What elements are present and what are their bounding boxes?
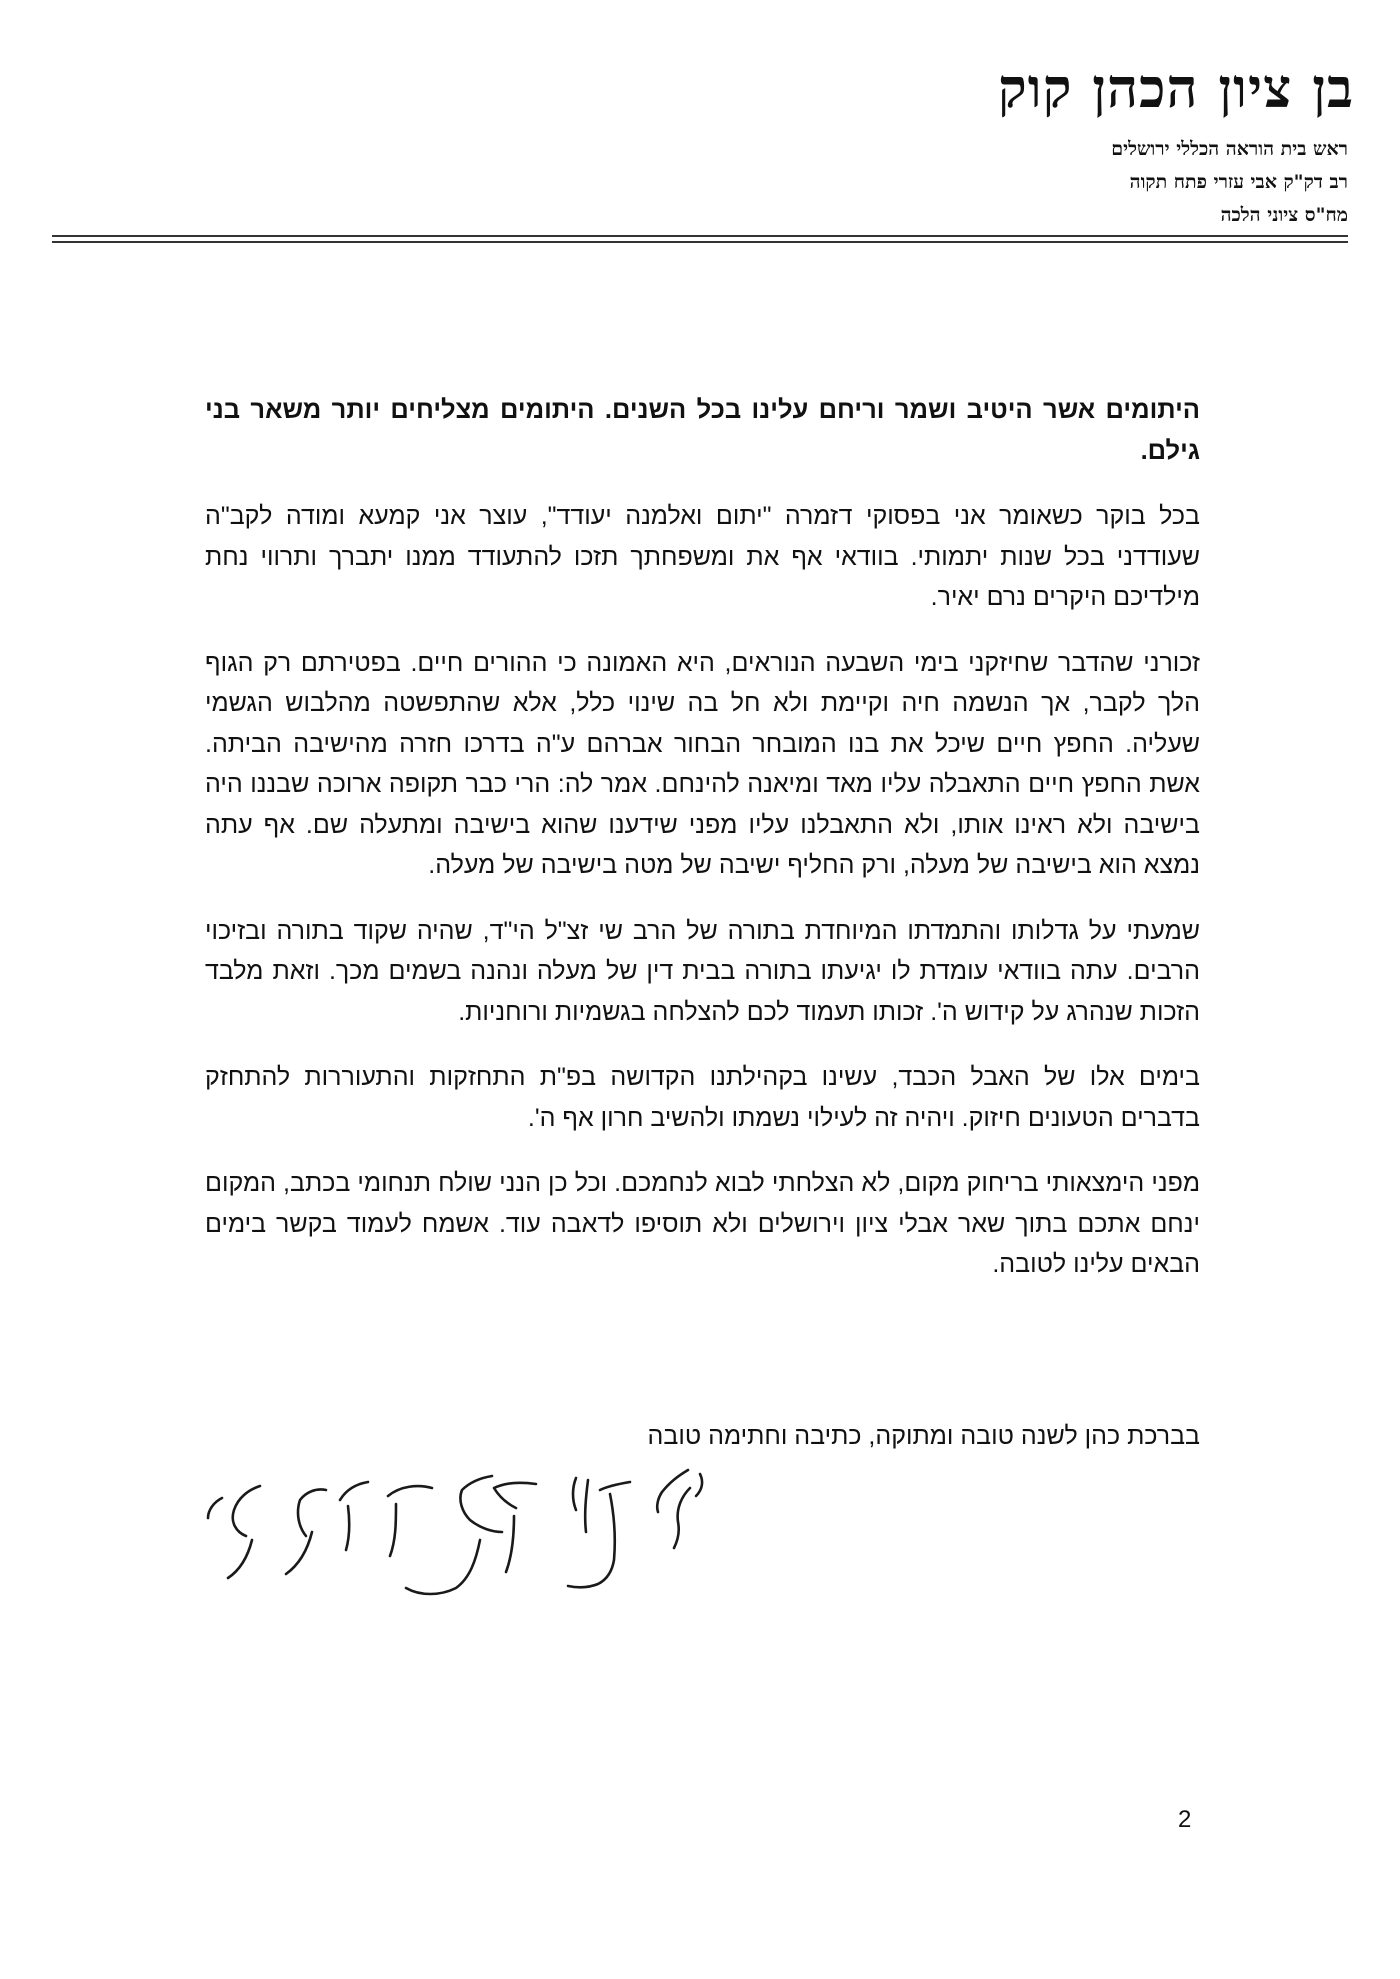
letterhead-divider [52, 235, 1348, 243]
closing-blessing: בברכת כהן לשנה טובה ומתוקה, כתיבה וחתימה טובה [647, 1422, 1200, 1450]
author-title-2: רב דק"ק אבי עזרי פתח תקוה [1129, 171, 1348, 193]
paragraph: זכורני שהדבר שחיזקני בימי השבעה הנוראים, היא האמונה כי ההורים חיים. בפטירתם רק הגוף הלך לקבר, אך הנשמה חיה וקיימת ולא חל בה שינוי כלל, אלא שהתפשטה מהלבוש הגשמי שעליה. החפץ חיים שיכל את בנו המובחר הבחור אברהם ע"ה בדרכו חזרה מהישיבה הביתה. אשת החפץ חיים התאבלה עליו מאד ומיאנה להינחם. אמר לה: הרי כבר תקופה ארוכה שבננו היה בישיבה ולא ראינו אותו, ולא התאבלנו עליו מפני שידענו שהוא בישיבה ומתעלה שם. אף עתה נמצא הוא בישיבה של מעלה, ורק החליף ישיבה של מטה בישיבה של מעלה. [205, 648, 1200, 879]
author-title-3: מח"ס ציוני הלכה [1220, 204, 1348, 226]
paragraph-lead: היתומים אשר היטיב ושמר וריחם עלינו בכל השנים. היתומים מצליחים יותר משאר בני גילם. [205, 396, 1200, 465]
paragraph: מפני הימצאותי בריחוק מקום, לא הצלחתי לבוא לנחמכם. וכל כן הנני שולח תנחומי בכתב, המקום ינחם אתכם בתוך שאר אבלי ציון וירושלים ולא תוסיפו לדאבה עוד. אשמח לעמוד בקשר בימים הבאים עלינו לטובה. [205, 1169, 1200, 1278]
paragraph: בימים אלו של האבל הכבד, עשינו בקהילתנו הקדושה בפ"ת התחזקות והתעוררות להתחזק בדברים הטעונים חיזוק. ויהיה זה לעילוי נשמתו ולהשיב חרון אף ה'. [205, 1063, 1200, 1132]
author-title-1: ראש בית הוראה הכללי ירושלים [1111, 138, 1348, 160]
paragraph: בכל בוקר כשאומר אני בפסוקי דזמרה "יתום ואלמנה יעודד", עוצר אני קמעא ומודה לקב"ה שעודדני בכל שנות יתמותי. בוודאי אף את ומשפחתך תזכו להתעודד ממנו יתברך ותרווי נחת מילדיכם היקרים נרם יאיר. [205, 502, 1200, 611]
handwritten-signature [200, 1460, 710, 1610]
letterhead [654, 55, 1354, 232]
letter-body [205, 390, 1200, 1310]
author-name: בן ציון הכהן קוק [997, 56, 1354, 120]
page-number: 2 [1178, 1806, 1192, 1833]
paragraph: שמעתי על גדלותו והתמדתו המיוחדת בתורה של הרב שי זצ"ל הי"ד, שהיה שקוד בתורה ובזיכוי הרבים. עתה בוודאי עומדת לו יגיעתו בתורה בבית דין של מעלה ונהנה בשמים מכך. וזאת מלבד הזכות שנהרג על קידוש ה'. זכותו תעמוד לכם להצלחה בגשמיות ורוחניות. [205, 916, 1200, 1026]
